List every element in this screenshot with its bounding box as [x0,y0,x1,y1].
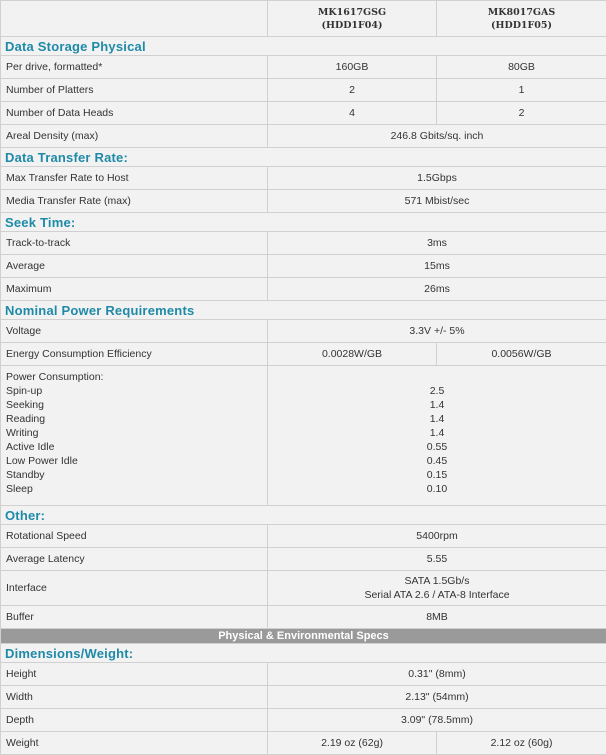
section-transfer: Data Transfer Rate: [1,148,606,167]
row-label: Per drive, formatted* [1,56,268,79]
row-label: Depth [1,709,268,732]
row-value: 160GB [268,56,437,79]
section-dimensions: Dimensions/Weight: [1,644,606,663]
mode-value: 0.10 [426,483,448,495]
row-value: 80GB [437,56,606,79]
row-value: 2 [268,79,437,102]
mode-value: 0.55 [426,441,448,453]
mode-label: Writing [6,427,39,439]
table-row [1,663,606,686]
table-row [1,525,606,548]
row-label: Average [1,255,268,278]
row-label: Average Latency [1,548,268,571]
row-label: Areal Density (max) [1,125,268,148]
row-value: 1.5Gbps [268,167,606,190]
physical-specs-band: Physical & Environmental Specs [1,629,606,644]
row-value: 15ms [268,255,606,278]
header-model-1 [268,1,437,37]
row-value: 2 [437,102,606,125]
row-value: 8MB [268,606,606,629]
row-label: Media Transfer Rate (max) [1,190,268,213]
row-label: Weight [1,732,268,755]
interface-line-1: SATA 1.5Gb/s [404,575,470,587]
mode-label: Seeking [6,399,44,411]
row-label: Number of Data Heads [1,102,268,125]
table-row [1,232,606,255]
section-seek: Seek Time: [1,213,606,232]
table-row [1,686,606,709]
table-row [1,548,606,571]
interface-line-2: Serial ATA 2.6 / ATA-8 Interface [364,589,510,601]
row-value: 0.0028W/GB [268,343,437,366]
row-label: Height [1,663,268,686]
row-value: 571 Mbist/sec [268,190,606,213]
mode-label: Sleep [6,483,33,495]
model-2-name: MK8017GAS [487,6,556,18]
power-consumption-row [1,366,606,506]
row-value: 246.8 Gbits/sq. inch [268,125,606,148]
row-value: 5400rpm [268,525,606,548]
table-row [1,255,606,278]
mode-value: 0.15 [426,469,448,481]
row-label: Energy Consumption Efficiency [1,343,268,366]
row-label: Buffer [1,606,268,629]
mode-value: 1.4 [429,413,445,425]
row-value: 3.09" (78.5mm) [268,709,606,732]
mode-label: Spin-up [6,385,43,397]
section-storage: Data Storage Physical [1,37,606,56]
power-consumption-labels [1,366,268,506]
model-2-code: (HDD1F05) [490,19,553,31]
row-label: Number of Platters [1,79,268,102]
model-1-name: MK1617GSG [317,6,387,18]
row-value: 2.13" (54mm) [268,686,606,709]
header-row [1,1,606,37]
row-value: 5.55 [268,548,606,571]
table-row [1,56,606,79]
table-row [1,278,606,301]
mode-value: 2.5 [429,385,445,397]
row-label: Track-to-track [1,232,268,255]
row-label: Voltage [1,320,268,343]
table-row [1,571,606,606]
power-consumption-title: Power Consumption: [6,371,104,383]
table-row [1,606,606,629]
row-label: Max Transfer Rate to Host [1,167,268,190]
row-value: 2.19 oz (62g) [268,732,437,755]
row-value: 3ms [268,232,606,255]
table-row [1,732,606,755]
row-label: Interface [1,571,268,606]
row-value: 4 [268,102,437,125]
table-row [1,190,606,213]
mode-label: Reading [6,413,46,425]
table-row [1,709,606,732]
table-row [1,125,606,148]
table-row [1,102,606,125]
row-value: 1 [437,79,606,102]
mode-value: 0.45 [426,455,448,467]
row-value: 0.31" (8mm) [268,663,606,686]
section-power: Nominal Power Requirements [1,301,606,320]
row-label: Maximum [1,278,268,301]
header-model-2 [437,1,606,37]
row-value: 0.0056W/GB [437,343,606,366]
row-value: 2.12 oz (60g) [437,732,606,755]
row-value: 26ms [268,278,606,301]
mode-value: 1.4 [429,399,445,411]
row-label: Width [1,686,268,709]
mode-label: Low Power Idle [6,455,78,467]
model-1-code: (HDD1F04) [321,19,383,31]
power-consumption-values [268,366,606,506]
table-row [1,167,606,190]
table-row [1,79,606,102]
table-row [1,320,606,343]
mode-label: Standby [6,469,45,481]
row-value [268,571,606,606]
table-row [1,343,606,366]
row-value: 3.3V +/- 5% [268,320,606,343]
section-other: Other: [1,506,606,525]
mode-value: 1.4 [429,427,445,439]
row-label: Rotational Speed [1,525,268,548]
header-blank [1,1,268,37]
mode-label: Active Idle [6,441,55,453]
